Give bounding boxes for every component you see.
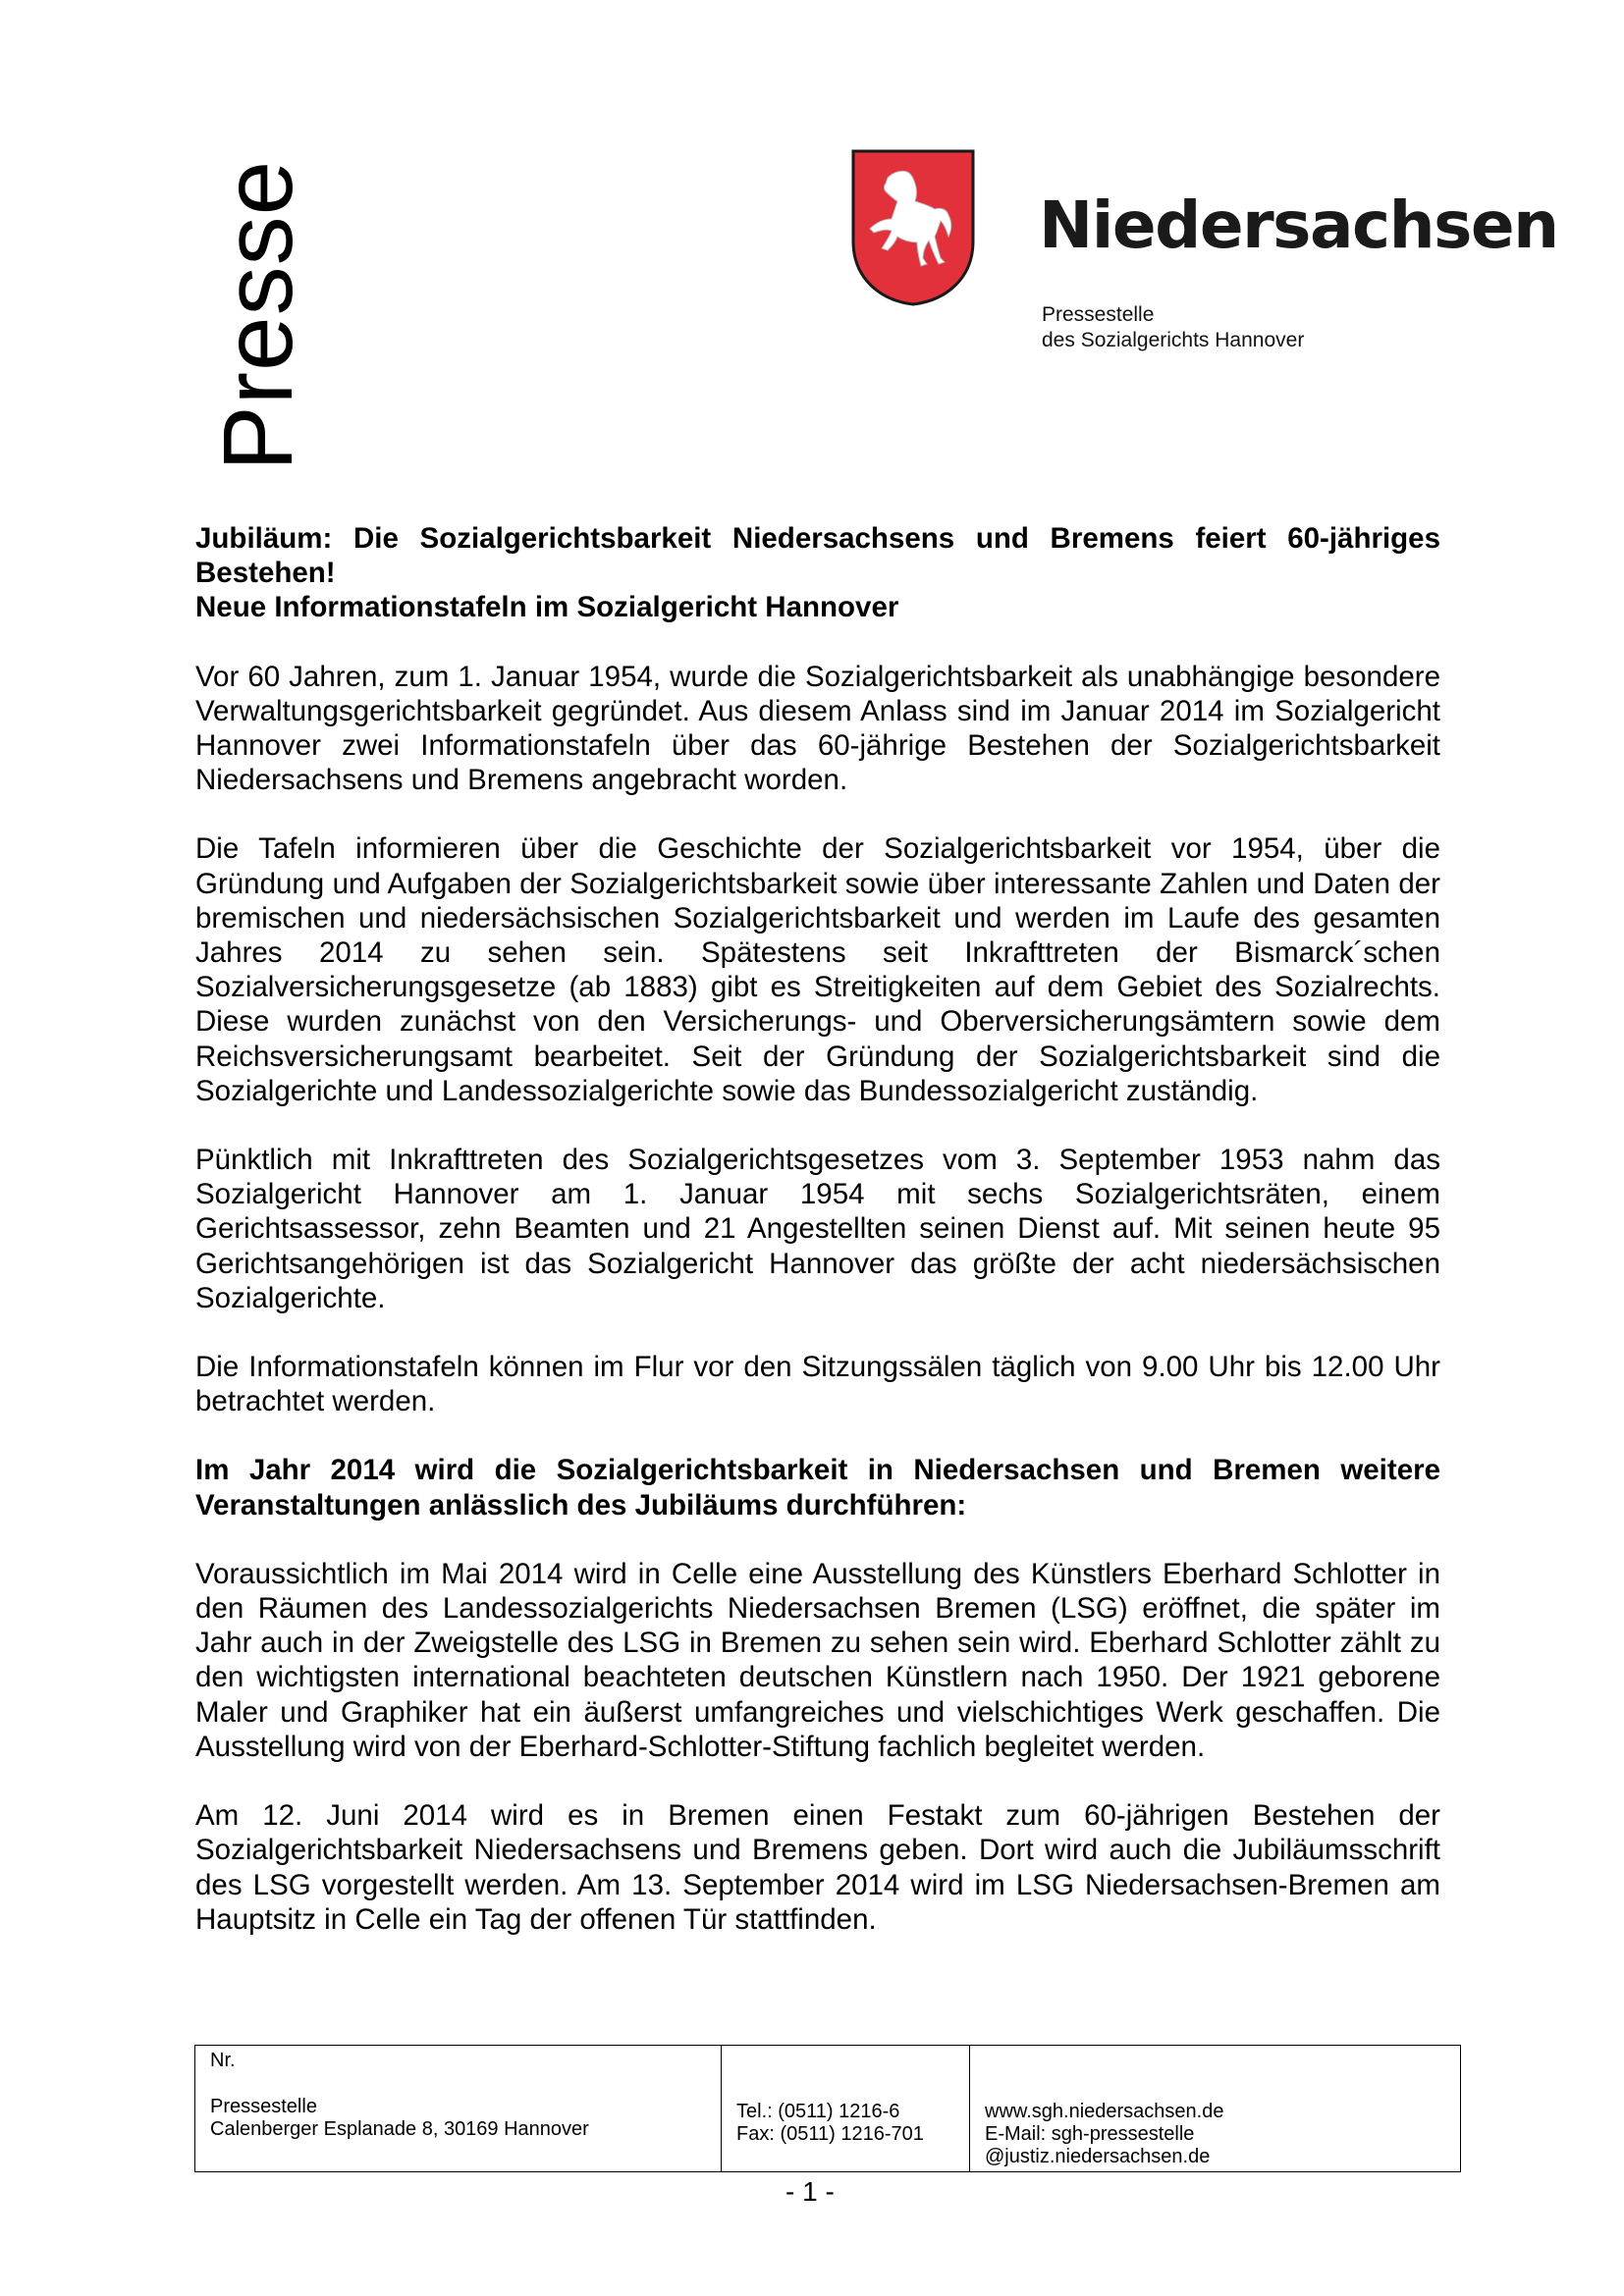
footer-tel: Tel.: (0511) 1216-6 xyxy=(736,2101,900,2122)
paragraph-opening-hours: Die Informationstafeln können im Flur vor den Sitzungssälen täglich von 9.00 Uhr bis 12.00 Uhr betrachtet werden. xyxy=(195,1351,1440,1418)
footer-phone-block xyxy=(736,2101,924,2146)
headline-line-1: Jubiläum: Die Sozialgerichtsbarkeit Niedersachsens und Bremens feiert 60-jähriges xyxy=(195,522,1440,555)
lower-saxony-horse-crest-icon xyxy=(850,148,976,307)
presse-vertical-label: Presse xyxy=(203,159,313,471)
footer-fax: Fax: (0511) 1216-701 xyxy=(736,2123,924,2145)
paragraph-intro: Vor 60 Jahren, zum 1. Januar 1954, wurde die Sozialgerichtsbarkeit als unabhängige besondere Verwaltungsgerichtsbarkeit gegründet. Aus diesem Anlass sind im Januar 2014 im Sozialgericht Hannover zwei Informationstafeln über das 60-jährige Bestehen der Sozialgerichtsbarkeit Niedersachsens und Bremens angebracht worden. xyxy=(195,660,1440,797)
brand-sub-line1: Pressestelle xyxy=(1042,303,1155,326)
crest-logo xyxy=(850,148,976,307)
footer-address-cell xyxy=(195,2046,721,2171)
brand-sub-line2: des Sozialgerichts Hannover xyxy=(1042,329,1305,351)
footer-contact-table xyxy=(194,2045,1461,2172)
brand-name: Niedersachsen xyxy=(1039,187,1558,263)
press-office-subtitle xyxy=(1042,302,1304,353)
page-number: - 1 - xyxy=(785,2176,835,2207)
footer-email-line1[interactable]: E-Mail: sgh-pressestelle xyxy=(985,2123,1195,2145)
paragraph-festakt: Am 12. Juni 2014 wird es in Bremen einen Festakt zum 60-jährigen Bestehen der Sozialgerichtsbarkeit Niedersachsens und Bremens geben. Dort wird auch die Jubiläumsschrift des LSG vorgestellt werden. Am 13. September 2014 wird im LSG Niedersachsen-Bremen am Hauptsitz in Celle ein Tag der offenen Tür stattfinden. xyxy=(195,1799,1440,1936)
article-body xyxy=(195,521,1440,1971)
footer-address: Calenberger Esplanade 8, 30169 Hannover xyxy=(210,2118,589,2140)
paragraph-history: Pünktlich mit Inkrafttreten des Sozialgerichtsgesetzes vom 3. September 1953 nahm das Sozialgericht Hannover am 1. Januar 1954 mit sechs Sozialgerichtsräten, einem Gerichtsassessor, zehn Beamten und 21 Angestellten seinen Dienst auf. Mit seinen heute 95 Gerichtsangehörigen ist das Sozialgericht Hannover das größte der acht niedersächsischen Sozialgerichte. xyxy=(195,1144,1440,1314)
footer-web-cell xyxy=(969,2046,1460,2171)
headline-line-3: Neue Informationstafeln im Sozialgericht Hannover xyxy=(195,591,899,624)
article-headline xyxy=(195,521,1440,625)
footer-address-block xyxy=(210,2096,589,2141)
headline-line-2: Bestehen! xyxy=(195,557,336,590)
footer-email-line2[interactable]: @justiz.niedersachsen.de xyxy=(985,2146,1211,2167)
footer-office: Pressestelle xyxy=(210,2096,317,2117)
footer-web-block xyxy=(985,2101,1223,2168)
footer-website-link[interactable]: www.sgh.niedersachsen.de xyxy=(985,2101,1224,2122)
paragraph-exhibition: Voraussichtlich im Mai 2014 wird in Celle eine Ausstellung des Künstlers Eberhard Schlotter in den Räumen des Landessozialgerichts Niedersachsen Bremen (LSG) eröffnet, die später im Jahr auch in der Zweigstelle des LSG in Bremen zu sehen sein wird. Eberhard Schlotter zählt zu den wichtigsten international beachteten deutschen Künstlern nach 1950. Der 1921 geborene Maler und Graphiker hat ein äußerst umfangreiches und vielschichtiges Werk geschaffen. Die Ausstellung wird von der Eberhard-Schlotter-Stiftung fachlich begleitet werden. xyxy=(195,1557,1440,1763)
footer-phone-cell xyxy=(721,2046,969,2171)
paragraph-events-heading: Im Jahr 2014 wird die Sozialgerichtsbarkeit in Niedersachsen und Bremen weitere Veranstaltungen anlässlich des Jubiläums durchführen: xyxy=(195,1454,1440,1522)
paragraph-tafeln: Die Tafeln informieren über die Geschichte der Sozialgerichtsbarkeit vor 1954, über die Gründung und Aufgaben der Sozialgerichtsbarkeit sowie über interessante Zahlen und Daten der bremischen und niedersächsischen Sozialgerichtsbarkeit und werden im Laufe des gesamten Jahres 2014 zu sehen sein. Spätestens seit Inkrafttreten der Bismarck´schen Sozialversicherungsgesetze (ab 1883) gibt es Streitigkeiten auf dem Gebiet des Sozialrechts. Diese wurden zunächst von den Versicherungs- und Oberversicherungsämtern sowie dem Reichsversicherungsamt bearbeitet. Seit der Gründung der Sozialgerichtsbarkeit sind die Sozialgerichte und Landessozialgerichte sowie das Bundessozialgericht zuständig. xyxy=(195,832,1440,1107)
footer-nr-label: Nr. xyxy=(210,2050,236,2071)
